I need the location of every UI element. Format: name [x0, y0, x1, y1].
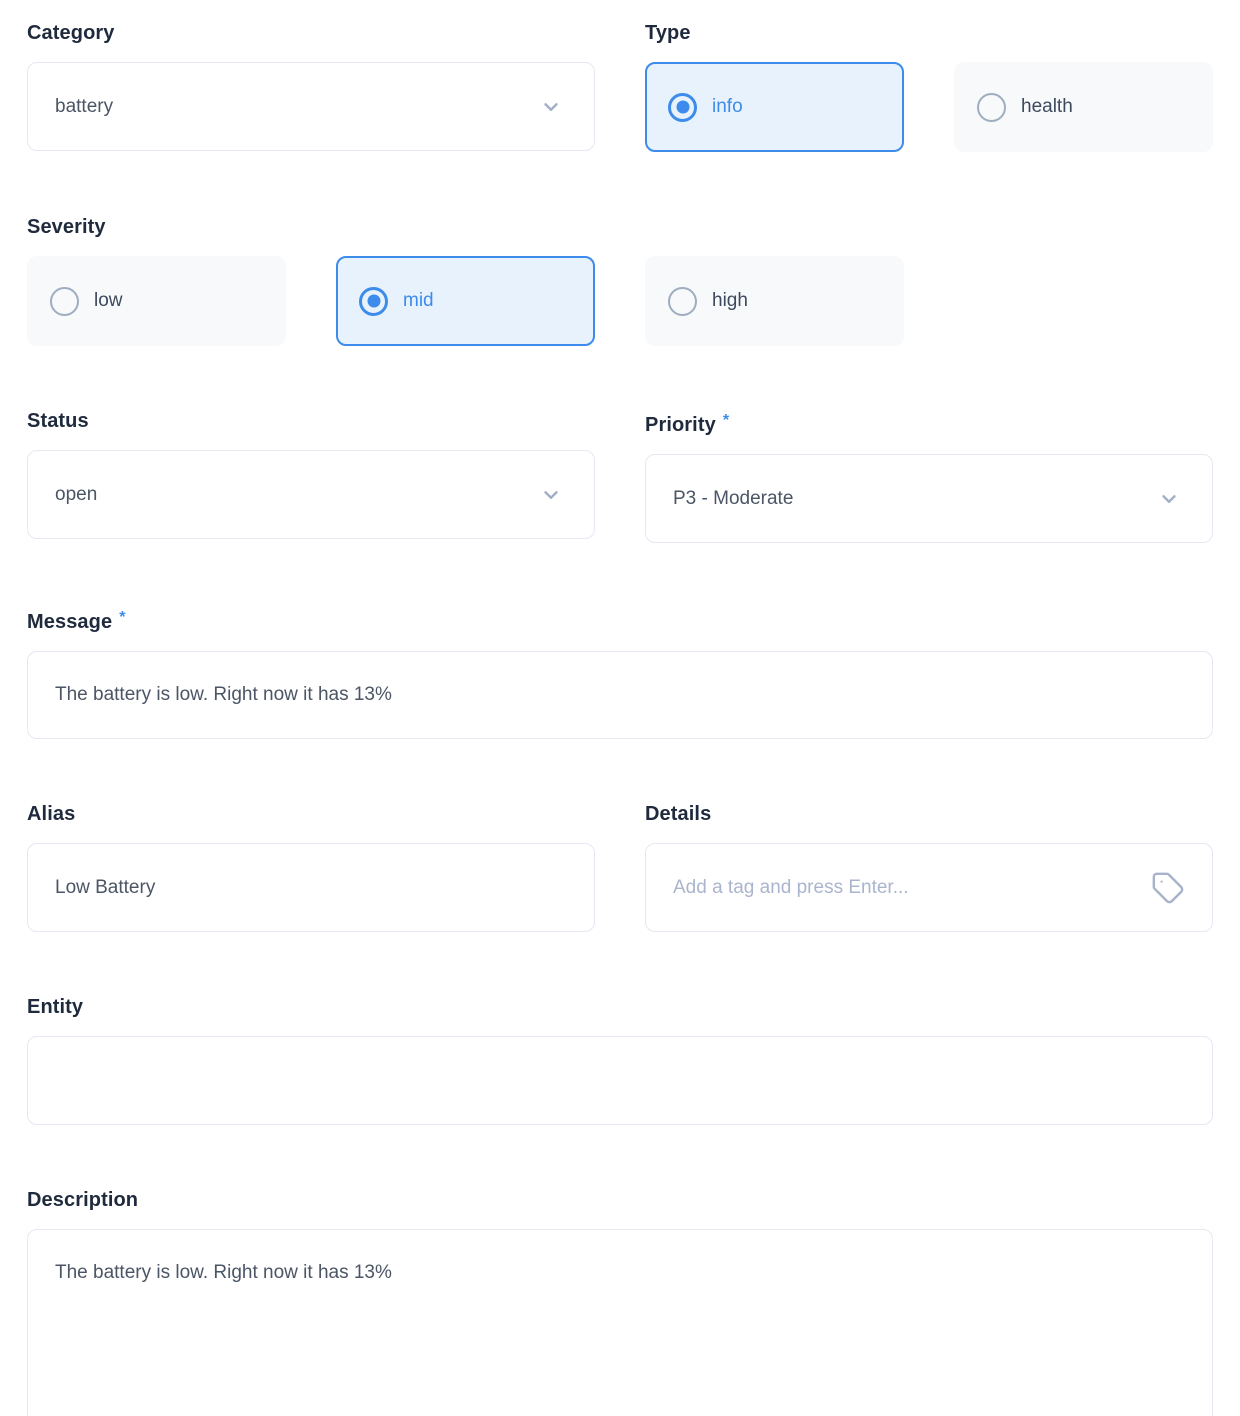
radio-icon	[359, 287, 388, 316]
type-option-info[interactable]	[645, 62, 904, 152]
status-select[interactable]	[27, 450, 595, 539]
priority-select-value: P3 - Moderate	[673, 487, 794, 509]
radio-icon	[50, 287, 79, 316]
field-category	[27, 22, 595, 152]
message-input[interactable]	[27, 651, 1213, 739]
category-label: Category	[27, 22, 115, 44]
category-select[interactable]	[27, 62, 595, 151]
tag-icon	[1151, 871, 1185, 905]
entity-label: Entity	[27, 996, 84, 1018]
severity-label: Severity	[27, 216, 106, 238]
field-message	[27, 607, 1213, 739]
severity-option-mid[interactable]	[336, 256, 595, 346]
field-details	[645, 803, 1213, 932]
severity-options	[27, 256, 1213, 346]
type-option-health[interactable]	[954, 62, 1213, 152]
radio-icon	[977, 93, 1006, 122]
message-label: Message *	[27, 609, 126, 633]
category-select-value: battery	[55, 95, 114, 117]
radio-icon	[668, 93, 697, 122]
type-option-health-label: health	[1021, 96, 1073, 117]
field-alias	[27, 803, 595, 932]
field-severity	[27, 216, 1213, 346]
field-type	[645, 22, 1213, 152]
status-select-value: open	[55, 483, 98, 505]
details-tag-input[interactable]	[645, 843, 1213, 932]
severity-option-low[interactable]	[27, 256, 286, 346]
description-textarea[interactable]	[27, 1229, 1213, 1416]
priority-label: Priority *	[645, 412, 730, 436]
field-description	[27, 1189, 1213, 1416]
priority-select[interactable]	[645, 454, 1213, 543]
required-asterisk: *	[119, 609, 126, 626]
severity-option-low-label: low	[94, 290, 123, 311]
severity-option-high-label: high	[712, 290, 748, 311]
alias-label: Alias	[27, 803, 76, 825]
required-asterisk: *	[722, 412, 730, 429]
type-options	[645, 62, 1213, 152]
chevron-down-icon	[540, 484, 562, 506]
description-label: Description	[27, 1189, 139, 1211]
severity-option-mid-label: mid	[403, 290, 434, 311]
field-priority	[645, 410, 1213, 543]
type-label: Type	[645, 22, 691, 44]
details-label: Details	[645, 803, 712, 825]
status-label: Status	[27, 410, 89, 432]
entity-input[interactable]	[27, 1036, 1213, 1125]
type-option-info-label: info	[712, 96, 743, 117]
alias-input[interactable]	[27, 843, 595, 932]
radio-icon	[668, 287, 697, 316]
severity-option-high[interactable]	[645, 256, 904, 346]
chevron-down-icon	[1158, 488, 1180, 510]
field-entity	[27, 996, 1213, 1125]
field-status	[27, 410, 595, 543]
chevron-down-icon	[540, 96, 562, 118]
